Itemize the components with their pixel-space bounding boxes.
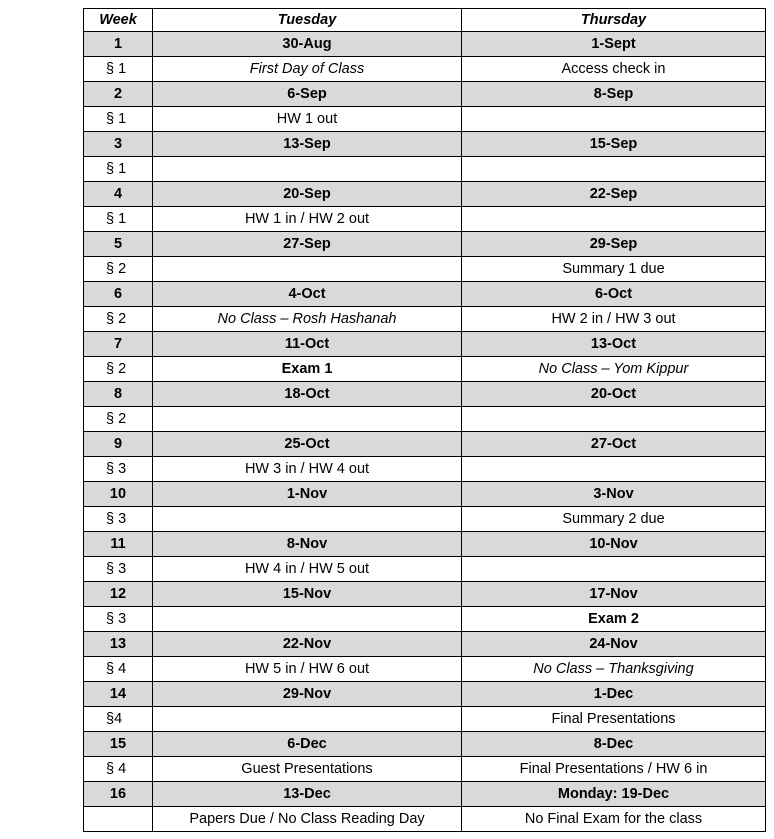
tuesday-cell: 1-Nov [153,482,462,507]
thursday-cell: No Class – Yom Kippur [462,357,766,382]
week-row [84,82,766,107]
week-row [84,432,766,457]
tuesday-column-header: Tuesday [153,9,462,32]
thursday-cell [462,457,766,482]
week-row [84,732,766,757]
tuesday-cell: HW 5 in / HW 6 out [153,657,462,682]
tuesday-cell: HW 1 out [153,107,462,132]
tuesday-cell: Exam 1 [153,357,462,382]
tuesday-cell: 4-Oct [153,282,462,307]
section-cell: § 3 [84,607,153,632]
tuesday-cell: 13-Sep [153,132,462,157]
section-row [84,307,766,332]
tuesday-cell: 25-Oct [153,432,462,457]
week-number-cell: 16 [84,782,153,807]
thursday-cell: 3-Nov [462,482,766,507]
tuesday-cell [153,407,462,432]
thursday-cell [462,157,766,182]
tuesday-cell: Papers Due / No Class Reading Day [153,807,462,832]
week-row [84,632,766,657]
tuesday-cell: 29-Nov [153,682,462,707]
section-cell: § 2 [84,357,153,382]
tuesday-cell: 6-Dec [153,732,462,757]
section-row [84,457,766,482]
thursday-cell: 8-Sep [462,82,766,107]
thursday-cell: 17-Nov [462,582,766,607]
tuesday-cell: 27-Sep [153,232,462,257]
section-row [84,257,766,282]
week-number-cell: 2 [84,82,153,107]
section-row [84,57,766,82]
thursday-cell: No Class – Thanksgiving [462,657,766,682]
schedule-header [84,9,766,32]
section-cell: § 3 [84,457,153,482]
section-row [84,757,766,782]
week-number-cell: 11 [84,532,153,557]
week-row [84,282,766,307]
section-row [84,357,766,382]
tuesday-cell: 20-Sep [153,182,462,207]
thursday-cell: 1-Dec [462,682,766,707]
section-row [84,607,766,632]
section-cell: § 1 [84,207,153,232]
thursday-cell: 20-Oct [462,382,766,407]
tuesday-cell: First Day of Class [153,57,462,82]
thursday-cell: 22-Sep [462,182,766,207]
week-row [84,582,766,607]
tuesday-cell [153,157,462,182]
thursday-cell: Monday: 19-Dec [462,782,766,807]
tuesday-cell: No Class – Rosh Hashanah [153,307,462,332]
section-row [84,557,766,582]
thursday-cell [462,557,766,582]
section-row [84,507,766,532]
week-row [84,682,766,707]
tuesday-cell: 6-Sep [153,82,462,107]
week-column-header: Week [84,9,153,32]
tuesday-cell: HW 4 in / HW 5 out [153,557,462,582]
week-number-cell: 4 [84,182,153,207]
thursday-cell: 13-Oct [462,332,766,357]
tuesday-cell: 18-Oct [153,382,462,407]
week-number-cell: 9 [84,432,153,457]
week-number-cell: 3 [84,132,153,157]
week-row [84,332,766,357]
week-number-cell: 14 [84,682,153,707]
thursday-cell: HW 2 in / HW 3 out [462,307,766,332]
tuesday-cell [153,607,462,632]
section-cell: § 4 [84,757,153,782]
section-cell [84,807,153,832]
tuesday-cell: 22-Nov [153,632,462,657]
section-row [84,807,766,832]
thursday-cell [462,107,766,132]
thursday-cell: 1-Sept [462,32,766,57]
section-cell: § 2 [84,407,153,432]
thursday-cell: 27-Oct [462,432,766,457]
week-row [84,532,766,557]
schedule-table [83,8,766,832]
week-number-cell: 12 [84,582,153,607]
section-cell: § 4 [84,657,153,682]
tuesday-cell [153,257,462,282]
week-number-cell: 8 [84,382,153,407]
tuesday-cell: 11-Oct [153,332,462,357]
thursday-cell: 8-Dec [462,732,766,757]
tuesday-cell: HW 3 in / HW 4 out [153,457,462,482]
thursday-cell: Summary 1 due [462,257,766,282]
tuesday-cell: 8-Nov [153,532,462,557]
tuesday-cell [153,707,462,732]
week-number-cell: 10 [84,482,153,507]
week-number-cell: 6 [84,282,153,307]
week-number-cell: 15 [84,732,153,757]
week-number-cell: 5 [84,232,153,257]
schedule-body [84,32,766,832]
tuesday-cell: HW 1 in / HW 2 out [153,207,462,232]
thursday-cell [462,207,766,232]
section-row [84,407,766,432]
tuesday-cell: 13-Dec [153,782,462,807]
header-row [84,9,766,32]
section-cell: § 3 [84,507,153,532]
thursday-cell: No Final Exam for the class [462,807,766,832]
thursday-cell: 29-Sep [462,232,766,257]
week-row [84,782,766,807]
week-row [84,32,766,57]
section-cell: § 1 [84,57,153,82]
section-cell: § 2 [84,307,153,332]
week-row [84,182,766,207]
week-row [84,132,766,157]
section-cell: § 2 [84,257,153,282]
tuesday-cell [153,507,462,532]
week-number-cell: 7 [84,332,153,357]
section-cell: §4 [84,707,153,732]
thursday-column-header: Thursday [462,9,766,32]
section-row [84,107,766,132]
thursday-cell: Final Presentations / HW 6 in [462,757,766,782]
thursday-cell: Exam 2 [462,607,766,632]
section-row [84,207,766,232]
section-cell: § 3 [84,557,153,582]
week-number-cell: 1 [84,32,153,57]
week-number-cell: 13 [84,632,153,657]
tuesday-cell: 15-Nov [153,582,462,607]
thursday-cell: 10-Nov [462,532,766,557]
thursday-cell [462,407,766,432]
section-cell: § 1 [84,107,153,132]
thursday-cell: Summary 2 due [462,507,766,532]
section-row [84,657,766,682]
tuesday-cell: Guest Presentations [153,757,462,782]
section-cell: § 1 [84,157,153,182]
week-row [84,482,766,507]
section-row [84,157,766,182]
week-row [84,382,766,407]
thursday-cell: 6-Oct [462,282,766,307]
thursday-cell: 15-Sep [462,132,766,157]
section-row [84,707,766,732]
week-row [84,232,766,257]
thursday-cell: 24-Nov [462,632,766,657]
thursday-cell: Access check in [462,57,766,82]
tuesday-cell: 30-Aug [153,32,462,57]
thursday-cell: Final Presentations [462,707,766,732]
